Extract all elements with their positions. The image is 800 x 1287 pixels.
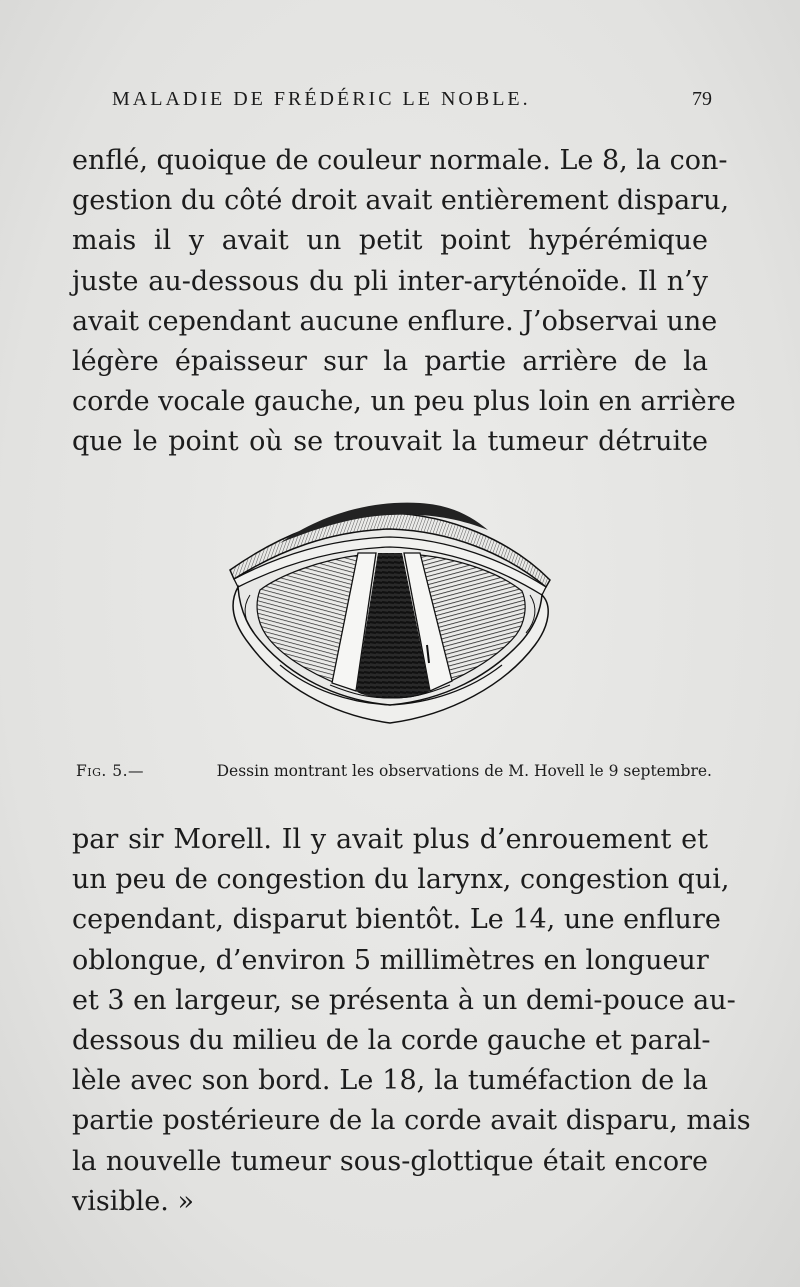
larynx-illustration [220,495,560,735]
text-line: juste au-dessous du pli inter-aryténoïde. Il n’y [72,265,708,297]
paragraph-bottom [72,820,751,1222]
text-line: enflé, quoique de couleur normale. Le 8, la con- [72,145,728,176]
text-line: et 3 en largeur, se présenta à un demi-pouce au- [72,984,736,1016]
text-line: cependant, disparut bientôt. Le 14, une enflure [72,904,721,936]
figure-caption-text: Dessin montrant les observations de M. Hovell le 9 septembre. [216,762,712,780]
text-line: gestion du côté droit avait entièrement disparu, [72,185,730,217]
figure-label: Fig. 5.— [76,762,145,780]
text-line: que le point où se trouvait la tumeur détruite [72,426,708,458]
page-number: 79 [692,88,712,110]
text-line: légère épaisseur sur la partie arrière de la [72,346,708,378]
figure-caption [76,762,712,780]
text-line: avait cependant aucune enflure. J’observai une [72,305,718,337]
text-line: mais il y avait un petit point hypérémique [72,225,708,257]
text-line: la nouvelle tumeur sous-glottique était encore [72,1145,708,1177]
text-line: par sir Morell. Il y avait plus d’enrouement et [72,824,708,855]
text-line: visible. » [72,1185,194,1217]
text-line: corde vocale gauche, un peu plus loin en arrière [72,386,736,418]
text-line: partie postérieure de la corde avait disparu, mais [72,1105,751,1137]
running-header [112,88,712,111]
text-line: un peu de congestion du larynx, congestion qui, [72,864,730,896]
paragraph-top [72,141,736,463]
text-line: lèle avec son bord. Le 18, la tuméfaction de la [72,1065,708,1097]
running-title: MALADIE DE FRÉDÉRIC LE NOBLE. [112,88,531,110]
text-line: dessous du milieu de la corde gauche et paral- [72,1025,711,1057]
text-line: oblongue, d’environ 5 millimètres en longueur [72,944,709,976]
